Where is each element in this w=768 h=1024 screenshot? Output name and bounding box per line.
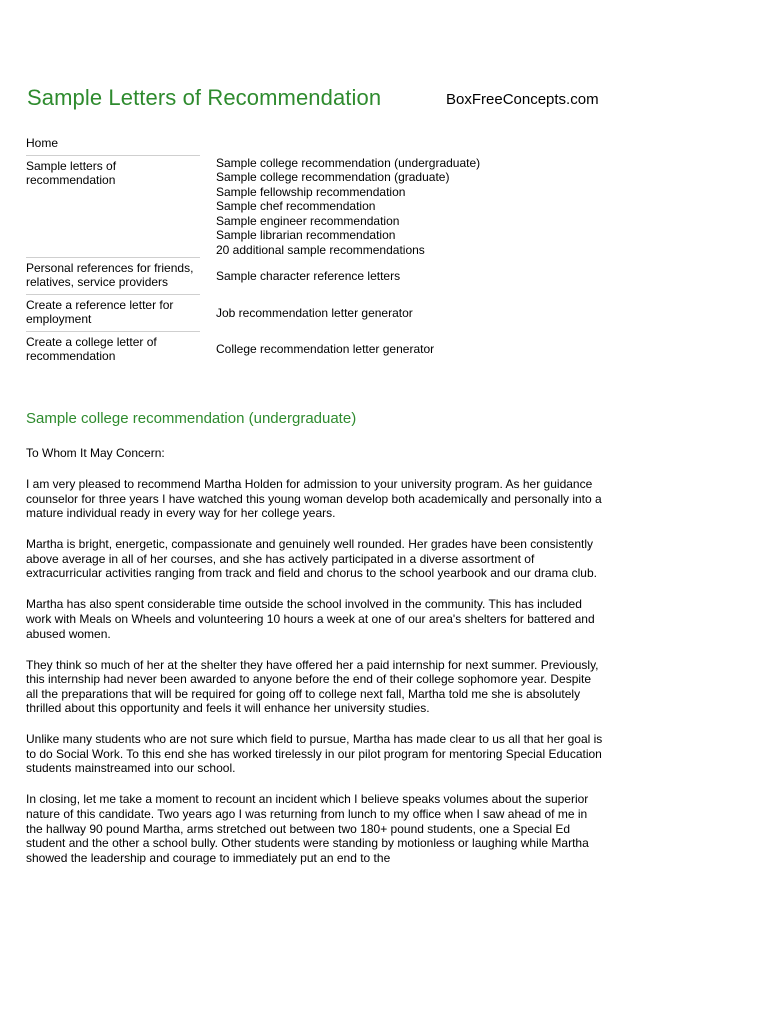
section-heading: Sample college recommendation (undergraduate)	[26, 410, 357, 427]
nav-link-college-generator[interactable]: College recommendation letter generator	[216, 342, 435, 357]
nav-links-sample-letters	[200, 156, 480, 258]
nav-category-label: Sample letters of recommendation	[26, 158, 117, 187]
nav-category-personal-references	[26, 258, 200, 295]
nav-row-sample-letters	[26, 156, 506, 258]
nav-link-fellowship[interactable]: Sample fellowship recommendation	[216, 184, 406, 199]
letter-paragraph: Martha has also spent considerable time outside the school involved in the community. This has included work with Meals on Wheels and volunteering 10 hours a week at one of our area's shelters for battered and abused women.	[26, 597, 595, 641]
nav-link-college-undergrad[interactable]: Sample college recommendation (undergraduate)	[216, 155, 481, 170]
nav-category-sample-letters	[26, 156, 200, 258]
nav-category-label: Create a reference letter for employment	[26, 297, 174, 326]
nav-category-label: Create a college letter of recommendation	[26, 334, 157, 363]
nav-row-college-letter	[26, 332, 506, 368]
nav-row-personal-references	[26, 258, 506, 295]
nav-category-employment	[26, 295, 200, 332]
letter-salutation: To Whom It May Concern:	[26, 446, 165, 460]
nav-links-personal-references	[200, 269, 400, 284]
nav-link-character-reference[interactable]: Sample character reference letters	[216, 268, 401, 283]
letter-paragraph: In closing, let me take a moment to recount an incident which I believe speaks volumes about the superior nature of this candidate. Two years ago I was returning from lunch to my office when I saw ahead of me in the hallway 90 pound Martha, arms stretched out between two 180+ pound students, one a Special Ed student and the other a school bully. Other students were standing by motionless or laughing while Martha showed the leadership and courage to immediately put an end to the	[26, 792, 589, 865]
letter-paragraph: Unlike many students who are not sure which field to pursue, Martha has made clear to us all that her goal is to do Social Work. To this end she has worked tirelessly in our pilot program for mentoring Special Education students mainstreamed into our school.	[26, 732, 603, 776]
letter-paragraph: I am very pleased to recommend Martha Holden for admission to your university program. As her guidance counselor for three years I have watched this young woman develop both academically and personally into a mature individual ready in every way for her college years.	[26, 476, 602, 521]
nav-link-librarian[interactable]: Sample librarian recommendation	[216, 228, 396, 243]
nav-category-label: Personal references for friends, relatives, service providers	[26, 260, 194, 289]
nav-row-employment	[26, 295, 506, 332]
nav-link-job-generator[interactable]: Job recommendation letter generator	[216, 305, 413, 320]
nav-links-employment	[200, 306, 413, 321]
nav-cell-home	[26, 133, 200, 156]
letter-paragraph: Martha is bright, energetic, compassionate and genuinely well rounded. Her grades have been consistently above average in all of her courses, and she has actively participated in a diverse assortment of extracurricular activities ranging from track and field and chorus to the school yearbook and our drama club.	[26, 537, 597, 581]
letter-body	[26, 446, 606, 882]
navigation-table	[26, 133, 506, 368]
nav-links-college-letter	[200, 342, 434, 357]
page-title: Sample Letters of Recommendation	[27, 85, 382, 110]
letter-paragraph: They think so much of her at the shelter they have offered her a paid internship for next summer. Previously, this internship had never been awarded to anyone before the end of their college sophomore year. Despite all the preparations that will be required for going off to college next fall, Martha told me she is absolutely thrilled about this opportunity and feels it will enhance her university studies.	[26, 657, 599, 716]
nav-link-engineer[interactable]: Sample engineer recommendation	[216, 213, 400, 228]
nav-category-college-letter	[26, 332, 200, 368]
site-name: BoxFreeConcepts.com	[446, 91, 599, 108]
nav-row-home	[26, 133, 506, 156]
nav-link-college-graduate[interactable]: Sample college recommendation (graduate)	[216, 170, 450, 185]
nav-link-chef[interactable]: Sample chef recommendation	[216, 199, 376, 214]
nav-link-additional[interactable]: 20 additional sample recommendations	[216, 242, 425, 257]
nav-home-link[interactable]: Home	[26, 136, 59, 150]
